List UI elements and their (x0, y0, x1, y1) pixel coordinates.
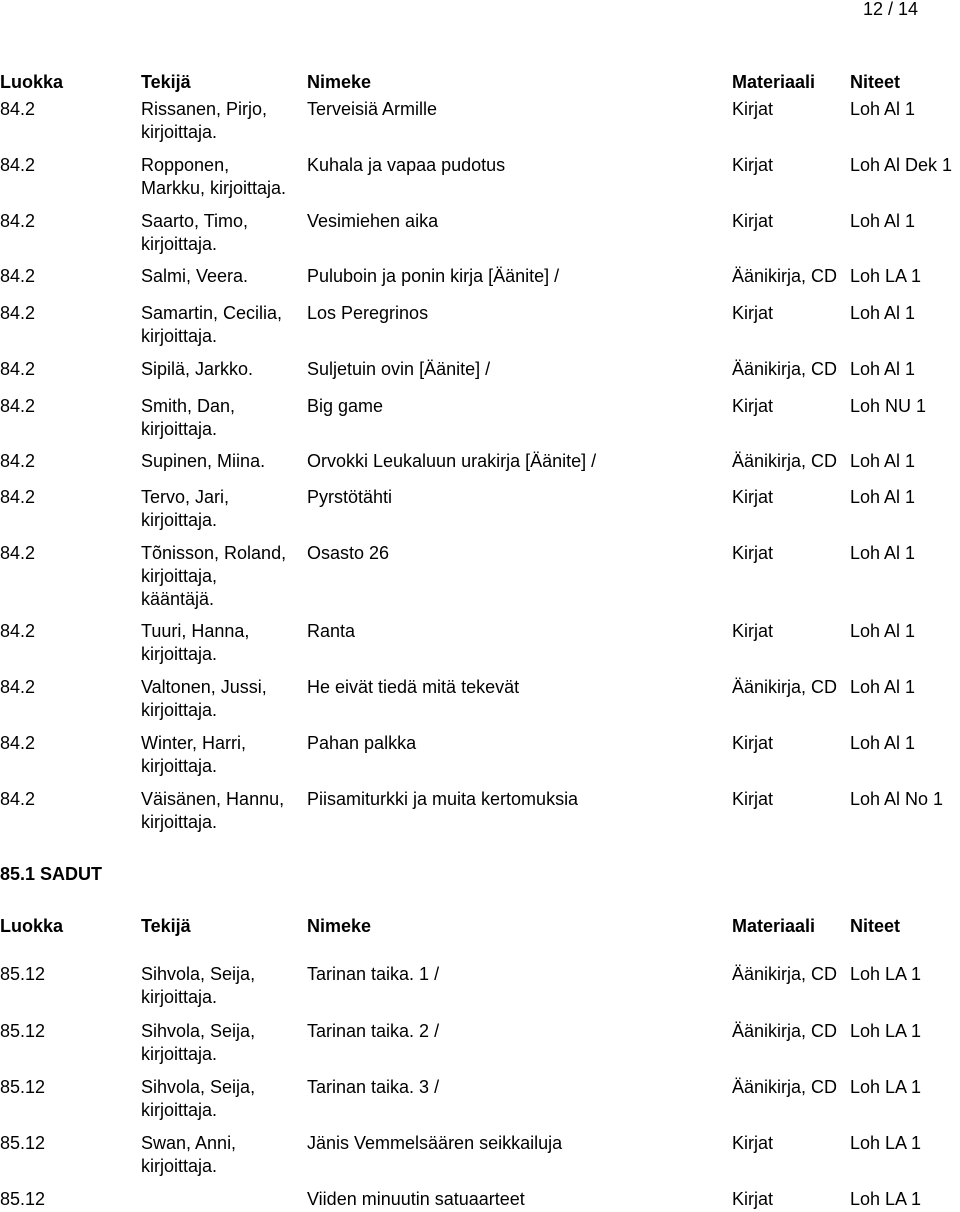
cell-tekija: kirjoittaja. (141, 1156, 218, 1176)
cell-tekija: kirjoittaja. (141, 1044, 218, 1064)
cell-tekija: Tervo, Jari, (141, 487, 230, 507)
cell-niteet: Loh LA 1 (850, 1021, 922, 1041)
cell-materiaali: Äänikirja, CD (732, 451, 838, 471)
cell-luokka: 85.12 (0, 1077, 46, 1097)
cell-luokka: 84.2 (0, 621, 36, 641)
cell-tekija: Ropponen, (141, 155, 230, 175)
cell-nimeke: Viiden minuutin satuaarteet (307, 1189, 525, 1209)
cell-tekija: kirjoittaja. (141, 122, 218, 142)
cell-tekija: kirjoittaja. (141, 419, 218, 439)
cell-tekija: Salmi, Veera. (141, 266, 249, 286)
section-title: 85.1 SADUT (0, 864, 103, 884)
cell-materiaali: Kirjat (732, 155, 774, 175)
cell-luokka: 84.2 (0, 677, 36, 697)
cell-tekija: kirjoittaja. (141, 987, 218, 1007)
cell-luokka: 84.2 (0, 789, 36, 809)
cell-nimeke: Pahan palkka (307, 733, 417, 753)
cell-nimeke: Jänis Vemmelsäären seikkailuja (307, 1133, 563, 1153)
cell-materiaali: Kirjat (732, 211, 774, 231)
cell-niteet: Loh Al 1 (850, 621, 916, 641)
cell-materiaali: Kirjat (732, 733, 774, 753)
cell-nimeke: Tarinan taika. 1 / (307, 964, 440, 984)
cell-luokka: 84.2 (0, 733, 36, 753)
cell-niteet: Loh NU 1 (850, 396, 927, 416)
cell-nimeke: He eivät tiedä mitä tekevät (307, 677, 520, 697)
cell-nimeke: Osasto 26 (307, 543, 390, 563)
cell-nimeke: Puluboin ja ponin kirja [Äänite] / (307, 266, 560, 286)
cell-luokka: 84.2 (0, 211, 36, 231)
cell-luokka: 85.12 (0, 1189, 46, 1209)
cell-nimeke: Vesimiehen aika (307, 211, 439, 231)
cell-tekija: Smith, Dan, (141, 396, 236, 416)
cell-niteet: Loh Al 1 (850, 487, 916, 507)
cell-nimeke: Kuhala ja vapaa pudotus (307, 155, 506, 175)
page-number: 12 / 14 (863, 0, 919, 19)
cell-materiaali: Kirjat (732, 396, 774, 416)
cell-tekija: kirjoittaja, (141, 566, 218, 586)
cell-luokka: 84.2 (0, 155, 36, 175)
cell-materiaali: Kirjat (732, 621, 774, 641)
cell-luokka: 85.12 (0, 1133, 46, 1153)
cell-luokka: 84.2 (0, 543, 36, 563)
cell-tekija: Väisänen, Hannu, (141, 789, 285, 809)
cell-tekija: Swan, Anni, (141, 1133, 237, 1153)
cell-tekija: Sipilä, Jarkko. (141, 359, 254, 379)
cell-tekija: kääntäjä. (141, 589, 215, 609)
cell-niteet: Loh Al 1 (850, 359, 916, 379)
header-tekija: Tekijä (141, 72, 191, 92)
cell-nimeke: Big game (307, 396, 384, 416)
cell-nimeke: Los Peregrinos (307, 303, 429, 323)
cell-materiaali: Äänikirja, CD (732, 677, 838, 697)
cell-tekija: kirjoittaja. (141, 756, 218, 776)
cell-luokka: 84.2 (0, 487, 36, 507)
header-niteet: Niteet (850, 72, 901, 92)
header-tekija: Tekijä (141, 916, 191, 936)
cell-tekija: Valtonen, Jussi, (141, 677, 267, 697)
cell-niteet: Loh Al 1 (850, 543, 916, 563)
cell-materiaali: Kirjat (732, 1133, 774, 1153)
cell-tekija: kirjoittaja. (141, 326, 218, 346)
cell-tekija: kirjoittaja. (141, 1100, 218, 1120)
cell-niteet: Loh Al 1 (850, 211, 916, 231)
cell-nimeke: Tarinan taika. 3 / (307, 1077, 440, 1097)
cell-niteet: Loh LA 1 (850, 1077, 922, 1097)
cell-materiaali: Äänikirja, CD (732, 1021, 838, 1041)
cell-tekija: Markku, kirjoittaja. (141, 178, 287, 198)
cell-luokka: 84.2 (0, 396, 36, 416)
cell-materiaali: Kirjat (732, 303, 774, 323)
cell-nimeke: Orvokki Leukaluun urakirja [Äänite] / (307, 451, 597, 471)
cell-nimeke: Tarinan taika. 2 / (307, 1021, 440, 1041)
cell-luokka: 84.2 (0, 303, 36, 323)
cell-nimeke: Terveisiä Armille (307, 99, 438, 119)
cell-luokka: 85.12 (0, 1021, 46, 1041)
cell-materiaali: Kirjat (732, 487, 774, 507)
cell-tekija: Sihvola, Seija, (141, 964, 256, 984)
header-materiaali: Materiaali (732, 916, 816, 936)
cell-materiaali: Äänikirja, CD (732, 359, 838, 379)
cell-tekija: Winter, Harri, (141, 733, 247, 753)
cell-materiaali: Äänikirja, CD (732, 964, 838, 984)
header-materiaali: Materiaali (732, 72, 816, 92)
cell-tekija: Supinen, Miina. (141, 451, 266, 471)
cell-tekija: Rissanen, Pirjo, (141, 99, 268, 119)
cell-materiaali: Äänikirja, CD (732, 1077, 838, 1097)
header-nimeke: Nimeke (307, 72, 372, 92)
cell-tekija: Samartin, Cecilia, (141, 303, 283, 323)
cell-materiaali: Kirjat (732, 1189, 774, 1209)
cell-tekija: kirjoittaja. (141, 234, 218, 254)
cell-luokka: 84.2 (0, 266, 36, 286)
cell-materiaali: Kirjat (732, 789, 774, 809)
cell-niteet: Loh Al 1 (850, 733, 916, 753)
header-niteet: Niteet (850, 916, 901, 936)
cell-luokka: 85.12 (0, 964, 46, 984)
cell-luokka: 84.2 (0, 359, 36, 379)
header-luokka: Luokka (0, 72, 64, 92)
cell-luokka: 84.2 (0, 99, 36, 119)
cell-tekija: kirjoittaja. (141, 700, 218, 720)
cell-niteet: Loh Al 1 (850, 451, 916, 471)
header-nimeke: Nimeke (307, 916, 372, 936)
cell-tekija: Tuuri, Hanna, (141, 621, 250, 641)
cell-niteet: Loh LA 1 (850, 1133, 922, 1153)
cell-tekija: Sihvola, Seija, (141, 1021, 256, 1041)
cell-tekija: kirjoittaja. (141, 510, 218, 530)
cell-nimeke: Ranta (307, 621, 356, 641)
cell-nimeke: Suljetuin ovin [Äänite] / (307, 359, 491, 379)
cell-niteet: Loh Al 1 (850, 677, 916, 697)
cell-niteet: Loh Al 1 (850, 303, 916, 323)
cell-niteet: Loh Al No 1 (850, 789, 944, 809)
cell-tekija: Tõnisson, Roland, (141, 543, 287, 563)
cell-niteet: Loh Al 1 (850, 99, 916, 119)
header-luokka: Luokka (0, 916, 64, 936)
cell-nimeke: Pyrstötähti (307, 487, 393, 507)
cell-tekija: kirjoittaja. (141, 644, 218, 664)
cell-niteet: Loh LA 1 (850, 1189, 922, 1209)
cell-niteet: Loh LA 1 (850, 266, 922, 286)
cell-materiaali: Kirjat (732, 99, 774, 119)
cell-nimeke: Piisamiturkki ja muita kertomuksia (307, 789, 579, 809)
cell-tekija: kirjoittaja. (141, 812, 218, 832)
cell-materiaali: Kirjat (732, 543, 774, 563)
cell-materiaali: Äänikirja, CD (732, 266, 838, 286)
cell-luokka: 84.2 (0, 451, 36, 471)
cell-niteet: Loh Al Dek 1 (850, 155, 953, 175)
cell-tekija: Sihvola, Seija, (141, 1077, 256, 1097)
cell-niteet: Loh LA 1 (850, 964, 922, 984)
cell-tekija: Saarto, Timo, (141, 211, 249, 231)
